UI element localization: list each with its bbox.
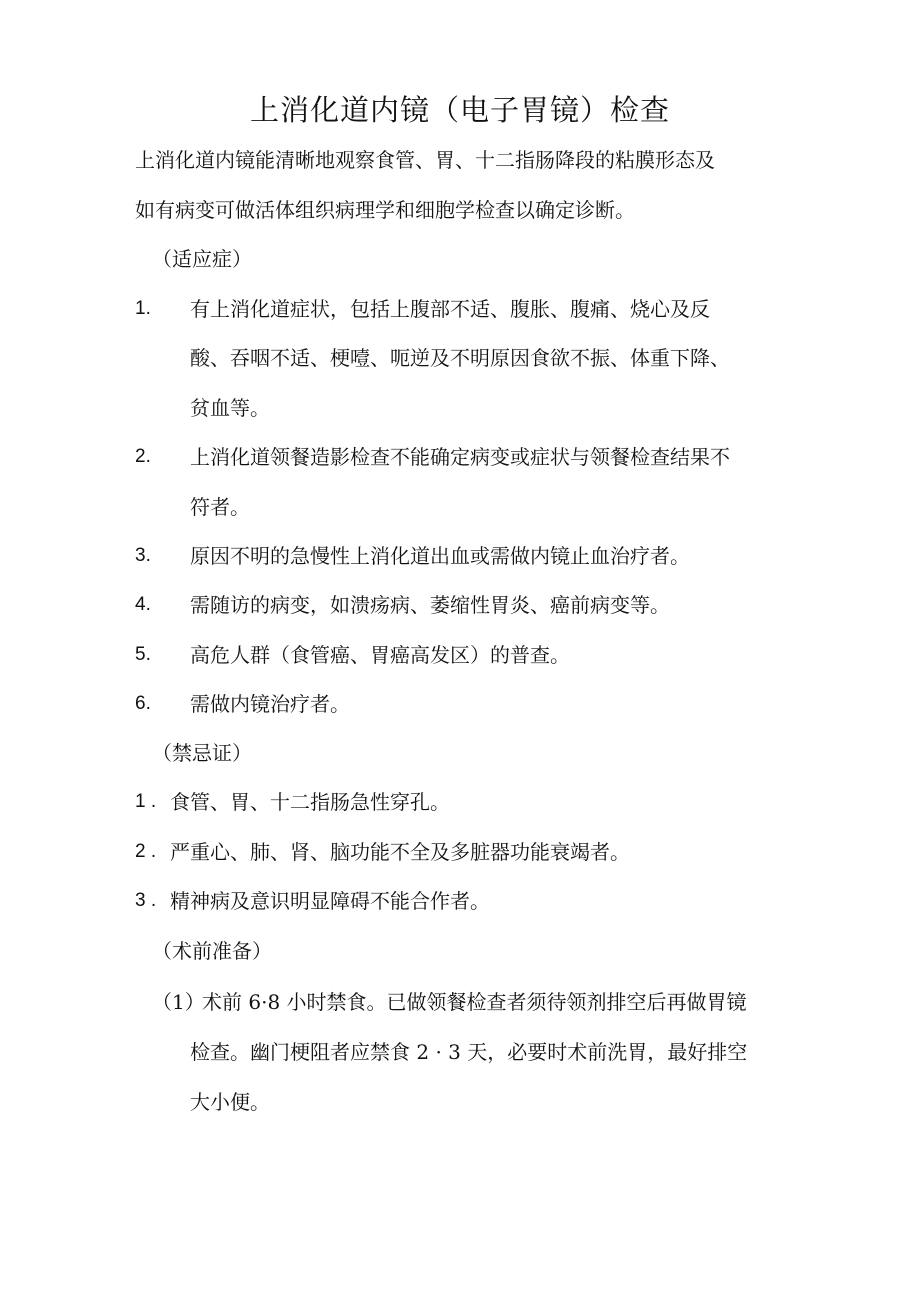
indication-4-number: 4. (135, 594, 151, 615)
indication-1-number: 1. (135, 298, 151, 319)
intro-line-1: 上消化道内镜能清晰地观察食管、胃、十二指肠降段的粘膜形态及 (135, 148, 715, 172)
preparation-1-line-2: 检查。幽门梗阻者应禁食 2 · 3 天，必要时术前洗胃，最好排空 (190, 1040, 748, 1064)
indication-5-text: 高危人群（食管癌、胃癌高发区）的普查。 (190, 643, 570, 667)
indication-1-line-3: 贫血等。 (190, 396, 270, 420)
document-title: 上消化道内镜（电子胃镜）检查 (249, 93, 670, 127)
contraindication-1-number: 1 . (135, 791, 157, 812)
indication-6-text: 需做内镜治疗者。 (190, 692, 350, 716)
indication-1-line-2: 酸、吞咽不适、梗噎、呃逆及不明原因食欲不振、体重下降、 (190, 346, 730, 370)
indication-2-number: 2. (135, 446, 151, 467)
contraindication-2-number: 2 . (135, 841, 157, 862)
indication-1-line-1: 有上消化道症状，包括上腹部不适、腹胀、腹痛、烧心及反 (190, 297, 710, 321)
preparation-1-number: （1） (152, 990, 205, 1014)
contraindication-3-text: 精神病及意识明显障碍不能合作者。 (170, 889, 490, 913)
indication-2-line-2: 符者。 (190, 495, 250, 519)
intro-line-2: 如有病变可做活体组织病理学和细胞学检查以确定诊断。 (135, 198, 635, 222)
indication-5-number: 5. (135, 644, 151, 665)
preparation-heading: （术前准备） (152, 939, 272, 963)
contraindication-1-text: 食管、胃、十二指肠急性穿孔。 (170, 790, 450, 814)
indications-heading: （适应症） (152, 247, 252, 271)
contraindications-heading: （禁忌证） (152, 741, 252, 765)
indication-2-line-1: 上消化道领餐造影检查不能确定病变或症状与领餐检查结果不 (190, 445, 730, 469)
indication-4-text: 需随访的病变，如溃疡病、萎缩性胃炎、癌前病变等。 (190, 593, 670, 617)
indication-3-number: 3. (135, 545, 151, 566)
contraindication-2-text: 严重心、肺、肾、脑功能不全及多脏器功能衰竭者。 (170, 840, 630, 864)
preparation-1-line-1: 术前 6·8 小时禁食。已做领餐检查者须待领剂排空后再做胃镜 (202, 990, 747, 1014)
indication-6-number: 6. (135, 693, 151, 714)
indication-3-text: 原因不明的急慢性上消化道出血或需做内镜止血治疗者。 (190, 544, 690, 568)
contraindication-3-number: 3 . (135, 890, 157, 911)
preparation-1-line-3: 大小便。 (190, 1090, 270, 1114)
